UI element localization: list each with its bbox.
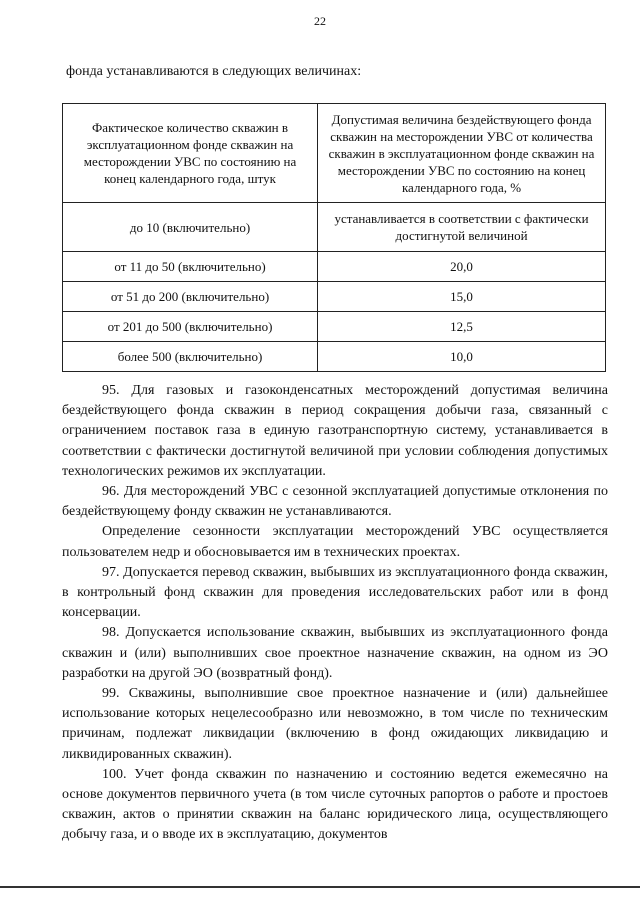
table-row bbox=[63, 342, 606, 372]
table-cell: от 201 до 500 (включительно) bbox=[63, 312, 318, 342]
table-cell: более 500 (включительно) bbox=[63, 342, 318, 372]
page-bottom-rule bbox=[0, 886, 640, 888]
table-row bbox=[63, 282, 606, 312]
paragraph-99: 99. Скважины, выполнившие свое проектное назначение и (или) дальнейшее использование которых нецелесообразно или невозможно, в том числе по техническим причинам, подлежат ликвидации (включению в фонд ожидающих ликвидацию и ликвидированных скважин). bbox=[62, 686, 608, 762]
table-cell: 10,0 bbox=[318, 342, 606, 372]
table-cell: устанавливается в соответствии с фактически достигнутой величиной bbox=[318, 203, 606, 252]
fund-table bbox=[62, 103, 606, 372]
paragraph-95: 95. Для газовых и газоконденсатных месторождений допустимая величина бездействующего фонда скважин в период сокращения добычи газа, связанный с ограничением поставок газа в единую газотранспортную систему, устанавливается в соответствии с фактически достигнутой величиной при условии соблюдения допустимых технологических режимов их эксплуатации. bbox=[62, 383, 608, 479]
paragraph-seasonality: Определение сезонности эксплуатации месторождений УВС осуществляется пользователем недр и обосновывается им в технических проектах. bbox=[62, 524, 608, 560]
paragraph-100: 100. Учет фонда скважин по назначению и состоянию ведется ежемесячно на основе документов первичного учета (в том числе суточных рапортов о работе и простоев скважин, актов о принятии скважин на баланс юридического лица, осуществляющего добычу газа, и о вводе их в эксплуатацию, документов bbox=[62, 766, 608, 843]
paragraph-97: 97. Допускается перевод скважин, выбывших из эксплуатационного фонда скважин, в контрольный фонд скважин для проведения исследовательских работ или в фонд консервации. bbox=[62, 564, 608, 621]
table-cell: 15,0 bbox=[318, 282, 606, 312]
table-cell: от 11 до 50 (включительно) bbox=[63, 252, 318, 282]
table-cell: от 51 до 200 (включительно) bbox=[63, 282, 318, 312]
paragraph-96: 96. Для месторождений УВС с сезонной эксплуатацией допустимые отклонения по бездействующему фонду скважин не устанавливаются. bbox=[62, 484, 608, 520]
body-text bbox=[62, 381, 608, 846]
paragraph-98: 98. Допускается использование скважин, выбывших из эксплуатационного фонда скважин и (или) выполнивших свое проектное назначение скважин, на одном из ЭО разработки на другой ЭО (возвратный фонд). bbox=[62, 625, 608, 681]
table-row bbox=[63, 203, 606, 252]
table-header-cell: Допустимая величина бездействующего фонда скважин на месторождении УВС от количества скважин в эксплуатационном фонде скважин на месторождении УВС по состоянию на конец календарного года, % bbox=[318, 104, 606, 203]
table-cell: 12,5 bbox=[318, 312, 606, 342]
table-cell: 20,0 bbox=[318, 252, 606, 282]
page-number: 22 bbox=[314, 14, 326, 28]
intro-text: фонда устанавливаются в следующих величинах: bbox=[66, 64, 362, 79]
table-row bbox=[63, 252, 606, 282]
table-header-row bbox=[63, 104, 606, 203]
table-row bbox=[63, 312, 606, 342]
table-header-cell: Фактическое количество скважин в эксплуатационном фонде скважин на месторождении УВС по состоянию на конец календарного года, штук bbox=[63, 104, 318, 203]
table-cell: до 10 (включительно) bbox=[63, 203, 318, 252]
